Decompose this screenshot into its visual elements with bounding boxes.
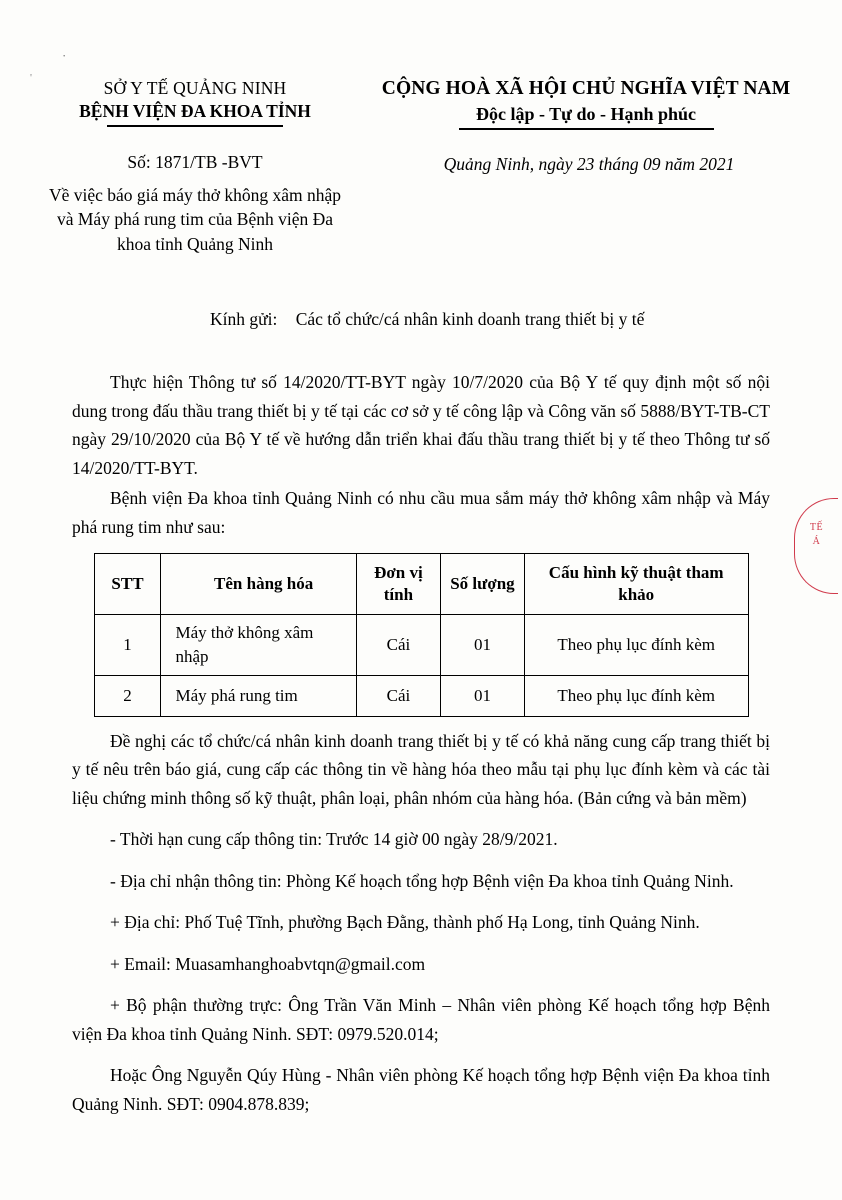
item-contact-primary: + Bộ phận thường trực: Ông Trần Văn Minh – Nhân viên phòng Kế hoạch tổng hợp Bệnh viện Đa khoa tỉnh Quảng Ninh. SĐT: 0979.520.014; [72,995,770,1044]
place-date-block [360,152,818,258]
table-header-stt: STT [94,554,161,615]
cell-quantity: 01 [440,615,524,676]
recipient-value: Các tổ chức/cá nhân kinh doanh trang thiết bị y tế [295,309,645,330]
table-header-quantity: Số lượng [440,554,524,615]
department-name: SỞ Y TẾ QUẢNG NINH [103,78,287,98]
item-address: + Địa chỉ: Phố Tuệ Tĩnh, phường Bạch Đằng, thành phố Hạ Long, tỉnh Quảng Ninh. [110,912,700,933]
cell-quantity: 01 [440,676,524,717]
document-subheader [0,152,842,258]
recipient-label: Kính gửi: [210,309,278,330]
document-subject: Về việc báo giá máy thở không xâm nhập và Máy phá rung tim của Bệnh viện Đa khoa tỉnh Quảng Ninh [48,184,342,255]
national-heading-block [360,78,812,130]
table-header-name: Tên hàng hóa [161,554,356,615]
table-header-row [94,554,748,615]
cell-unit: Cái [356,615,440,676]
item-deadline: - Thời hạn cung cấp thông tin: Trước 14 giờ 00 ngày 28/9/2021. [110,829,558,850]
cell-name: Máy phá rung tim [161,676,356,717]
table-header-configuration: Cấu hình kỹ thuật tham khảo [524,554,748,615]
equipment-table [94,553,749,716]
cell-configuration: Theo phụ lục đính kèm [524,615,748,676]
header-divider-left [107,125,283,127]
document-reference-block [30,152,360,258]
table-row [94,615,748,676]
table-header-unit: Đơn vị tính [356,554,440,615]
document-number: Số: 1871/TB -BVT [127,151,263,172]
paragraph-purchase-need: Bệnh viện Đa khoa tỉnh Quảng Ninh có nhu cầu mua sắm máy thở không xâm nhập và Máy phá rung tim như sau: [72,488,770,537]
paragraph-request: Đề nghị các tổ chức/cá nhân kinh doanh trang thiết bị y tế có khả năng cung cấp trang thiết bị y tế nêu trên báo giá, cung cấp các thông tin về hàng hóa theo mẫu tại phụ lục đính kèm và các tài liệu chứng minh thông số kỹ thuật, phân loại, phân nhóm của hàng hóa. (Bản cứng và bản mềm) [72,730,770,808]
cell-stt: 2 [94,676,161,717]
hospital-name: BỆNH VIỆN ĐA KHOA TỈNH [79,101,311,121]
country-motto: Độc lập - Tự do - Hạnh phúc [475,104,697,124]
item-contact-secondary: Hoặc Ông Nguyễn Qúy Hùng - Nhân viên phòng Kế hoạch tổng hợp Bệnh viện Đa khoa tỉnh Quảng Ninh. SĐT: 0904.878.839; [72,1065,770,1114]
recipient-line [0,309,842,330]
country-name: CỘNG HOÀ XÃ HỘI CHỦ NGHĨA VIỆT NAM [381,78,791,99]
seal-text-line2: Á [812,535,821,547]
issuing-authority-block [30,78,360,130]
item-address-receiving: - Địa chỉ nhận thông tin: Phòng Kế hoạch tổng hợp Bệnh viện Đa khoa tỉnh Quảng Ninh. [110,870,734,891]
place-and-date: Quảng Ninh, ngày 23 tháng 09 năm 2021 [443,153,735,174]
document-header [0,0,842,130]
cell-unit: Cái [356,676,440,717]
paragraph-legal-basis: Thực hiện Thông tư số 14/2020/TT-BYT ngày 10/7/2020 của Bộ Y tế quy định một số nội dung trong đấu thầu trang thiết bị y tế tại các cơ sở y tế công lập và Công văn số 5888/BYT-TB-CT ngày 29/10/2020 của Bộ Y tế về hướng dẫn triển khai đấu thầu trang thiết bị y tế theo Thông tư số 14/2020/TT-BYT. [72,372,770,478]
cell-stt: 1 [94,615,161,676]
header-divider-right [459,128,714,130]
seal-text-line1: TẾ [809,522,824,533]
scan-artifact-dot: · [62,48,67,63]
item-email: + Email: Muasamhanghoabvtqn@gmail.com [110,953,426,974]
cell-name: Máy thở không xâm nhập [161,615,356,676]
document-body [0,368,842,1118]
scan-artifact-mark: ' [30,72,32,84]
table-row [94,676,748,717]
cell-configuration: Theo phụ lục đính kèm [524,676,748,717]
